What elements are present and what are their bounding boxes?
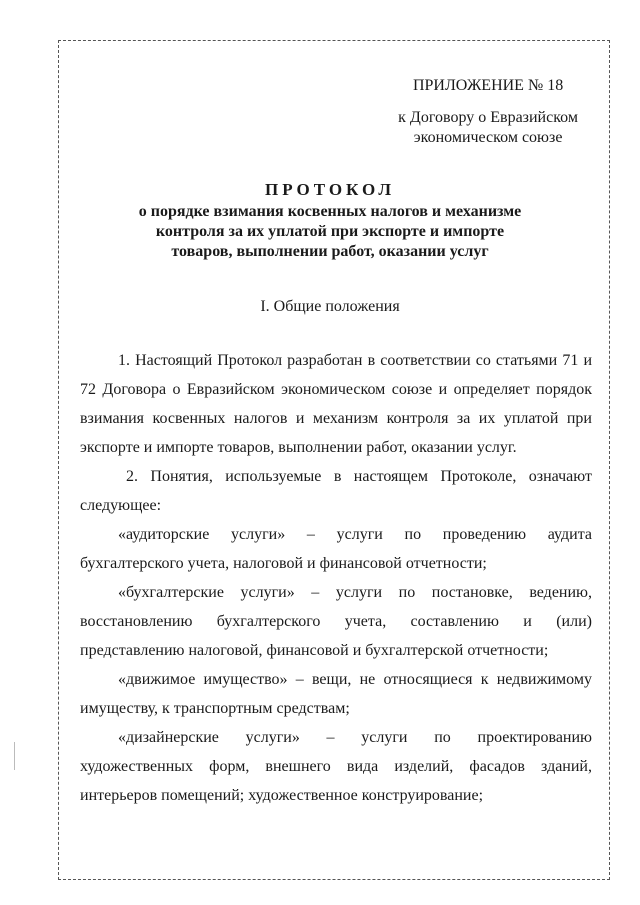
appendix-block <box>398 76 578 148</box>
paragraph-2: 2. Понятия, используемые в настоящем Протоколе, означают следующее: <box>80 468 592 514</box>
definition-movable-property: «движимое имущество» – вещи, не относящиеся к недвижимому имуществу, к транспортным средствам; <box>80 671 592 717</box>
document-body <box>80 346 592 810</box>
appendix-number: ПРИЛОЖЕНИЕ № 18 <box>412 77 564 94</box>
definition-audit-services: «аудиторские услуги» – услуги по проведению аудита бухгалтерского учета, налоговой и финансовой отчетности; <box>80 526 592 572</box>
title-line1: о порядке взимания косвенных налогов и механизме <box>138 203 522 220</box>
definition-design-services: «дизайнерские услуги» – услуги по проектированию художественных форм, внешнего вида изделий, фасадов зданий, интерьеров помещений; художественное конструирование; <box>80 729 592 804</box>
appendix-reference-line1: к Договору о Евразийском <box>398 109 578 126</box>
title-main: ПРОТОКОЛ <box>264 180 395 199</box>
title-line2: контроля за их уплатой при экспорте и импорте <box>155 223 505 240</box>
scan-mark <box>14 742 15 770</box>
title-line3: товаров, выполнении работ, оказании услуг <box>171 243 489 260</box>
paragraph-1: 1. Настоящий Протокол разработан в соответствии со статьями 71 и 72 Договора о Евразийском экономическом союзе и определяет порядок взимания косвенных налогов и механизм контроля за их уплатой при экспорте и импорте товаров, выполнении работ, оказании услуг. <box>80 352 592 456</box>
appendix-reference-line2: экономическом союзе <box>413 129 563 146</box>
document-title <box>80 180 580 262</box>
section-heading: I. Общие положения <box>260 298 400 315</box>
definition-accounting-services: «бухгалтерские услуги» – услуги по постановке, ведению, восстановлению бухгалтерского учета, составлению и (или) представлению налоговой, финансовой и бухгалтерской отчетности; <box>80 584 592 659</box>
